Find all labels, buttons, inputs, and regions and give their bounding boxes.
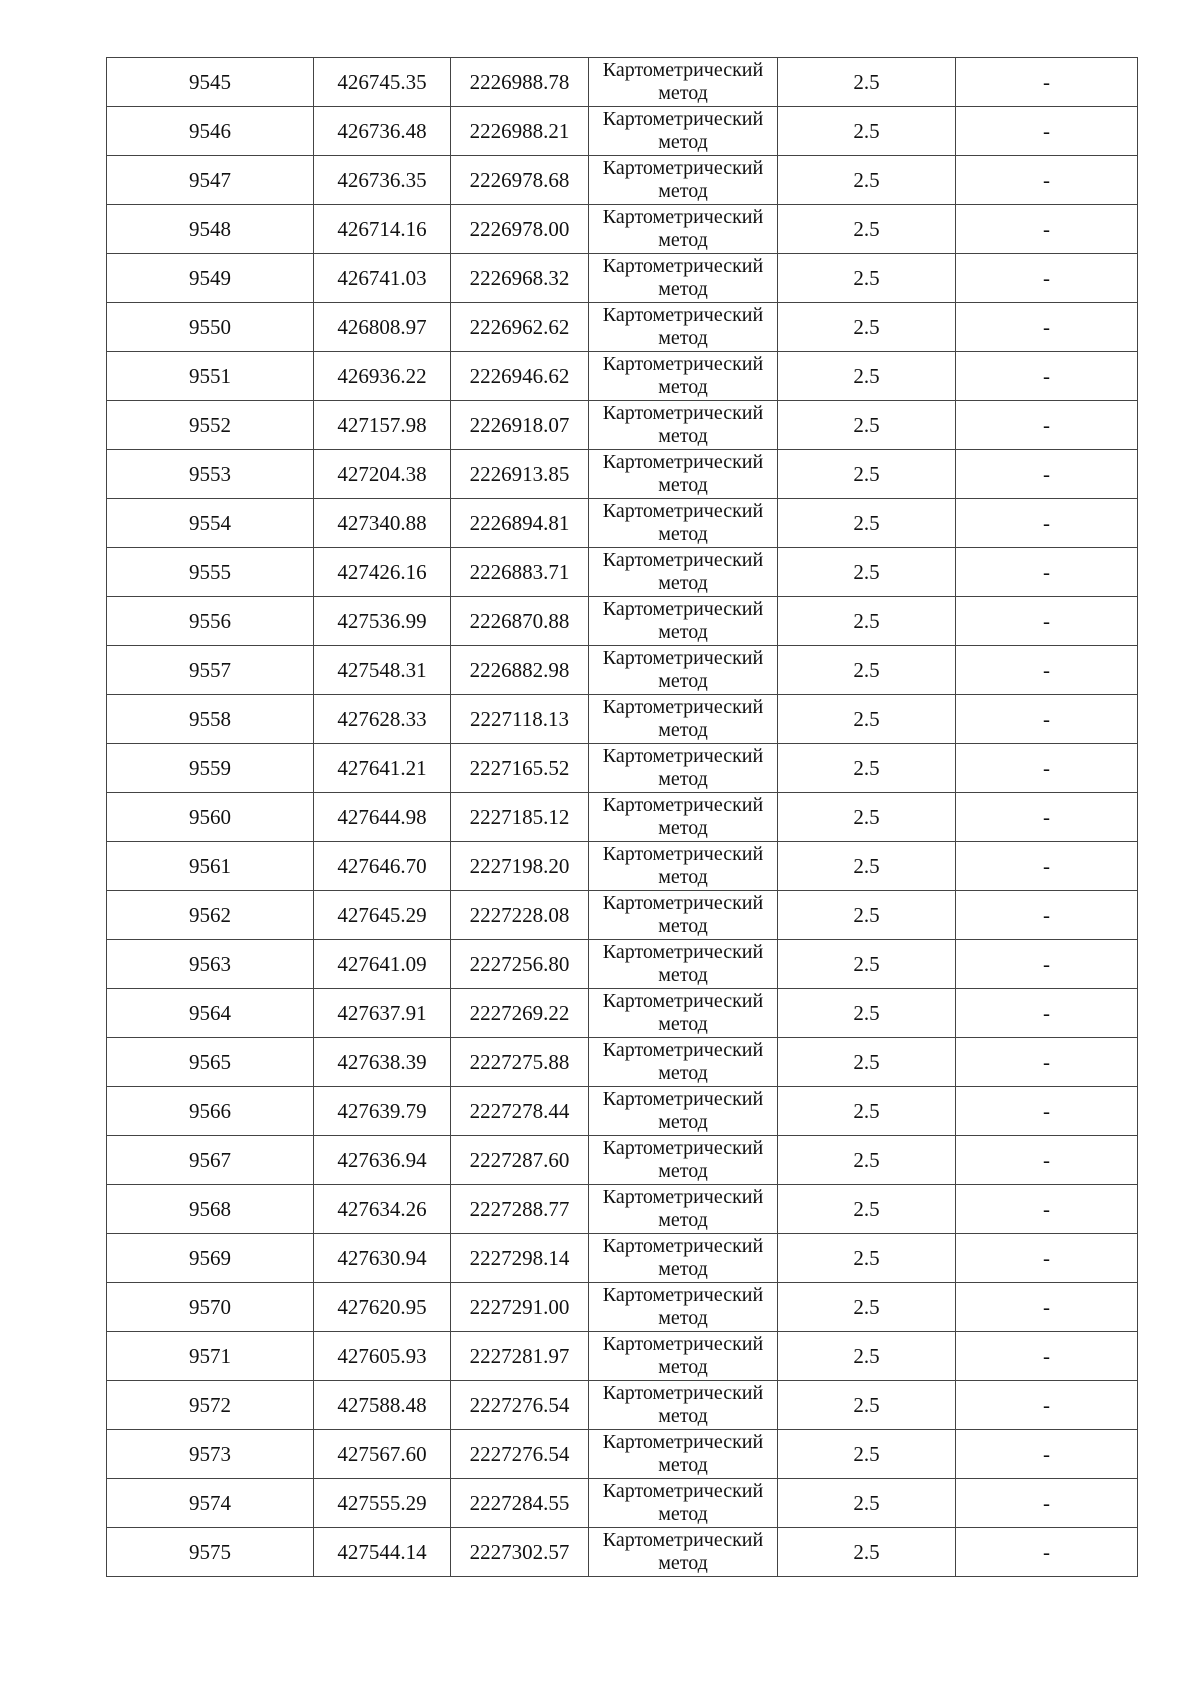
accuracy-cell: 2.5	[778, 548, 956, 597]
table-row	[107, 940, 1138, 989]
table-row	[107, 303, 1138, 352]
x-coordinate-cell: 426736.48	[314, 107, 451, 156]
y-coordinate-cell: 2227298.14	[451, 1234, 589, 1283]
accuracy-cell: 2.5	[778, 401, 956, 450]
method-cell	[589, 1087, 778, 1136]
y-coordinate-cell: 2227276.54	[451, 1381, 589, 1430]
note-cell: -	[956, 205, 1138, 254]
x-coordinate-cell: 427204.38	[314, 450, 451, 499]
method-cell	[589, 352, 778, 401]
accuracy-cell: 2.5	[778, 989, 956, 1038]
table-row	[107, 548, 1138, 597]
x-coordinate-cell: 427628.33	[314, 695, 451, 744]
table-row	[107, 254, 1138, 303]
x-coordinate-cell: 427544.14	[314, 1528, 451, 1577]
method-cell	[589, 989, 778, 1038]
method-text: Картометрический метод	[602, 206, 764, 251]
method-cell	[589, 940, 778, 989]
table-row	[107, 1234, 1138, 1283]
accuracy-cell: 2.5	[778, 1185, 956, 1234]
method-text: Картометрический метод	[602, 500, 764, 545]
y-coordinate-cell: 2226968.32	[451, 254, 589, 303]
table-row	[107, 352, 1138, 401]
table-row	[107, 1136, 1138, 1185]
method-text: Картометрический метод	[602, 794, 764, 839]
y-coordinate-cell: 2227228.08	[451, 891, 589, 940]
method-text: Картометрический метод	[602, 451, 764, 496]
method-cell	[589, 744, 778, 793]
accuracy-cell: 2.5	[778, 205, 956, 254]
method-cell	[589, 1479, 778, 1528]
method-cell	[589, 1381, 778, 1430]
point-number-cell: 9564	[107, 989, 314, 1038]
note-cell: -	[956, 58, 1138, 107]
point-number-cell: 9556	[107, 597, 314, 646]
table-row	[107, 205, 1138, 254]
y-coordinate-cell: 2226988.21	[451, 107, 589, 156]
x-coordinate-cell: 427636.94	[314, 1136, 451, 1185]
method-cell	[589, 58, 778, 107]
note-cell: -	[956, 1087, 1138, 1136]
y-coordinate-cell: 2227284.55	[451, 1479, 589, 1528]
x-coordinate-cell: 427588.48	[314, 1381, 451, 1430]
accuracy-cell: 2.5	[778, 254, 956, 303]
note-cell: -	[956, 107, 1138, 156]
method-text: Картометрический метод	[602, 696, 764, 741]
x-coordinate-cell: 426808.97	[314, 303, 451, 352]
x-coordinate-cell: 426714.16	[314, 205, 451, 254]
note-cell: -	[956, 891, 1138, 940]
x-coordinate-cell: 427620.95	[314, 1283, 451, 1332]
accuracy-cell: 2.5	[778, 1136, 956, 1185]
y-coordinate-cell: 2226988.78	[451, 58, 589, 107]
method-cell	[589, 303, 778, 352]
note-cell: -	[956, 695, 1138, 744]
method-cell	[589, 1136, 778, 1185]
method-cell	[589, 1332, 778, 1381]
y-coordinate-cell: 2226918.07	[451, 401, 589, 450]
y-coordinate-cell: 2227276.54	[451, 1430, 589, 1479]
point-number-cell: 9572	[107, 1381, 314, 1430]
accuracy-cell: 2.5	[778, 1479, 956, 1528]
y-coordinate-cell: 2226870.88	[451, 597, 589, 646]
x-coordinate-cell: 427638.39	[314, 1038, 451, 1087]
x-coordinate-cell: 426741.03	[314, 254, 451, 303]
point-number-cell: 9546	[107, 107, 314, 156]
method-text: Картометрический метод	[602, 598, 764, 643]
x-coordinate-cell: 427605.93	[314, 1332, 451, 1381]
point-number-cell: 9547	[107, 156, 314, 205]
y-coordinate-cell: 2227275.88	[451, 1038, 589, 1087]
accuracy-cell: 2.5	[778, 450, 956, 499]
method-cell	[589, 1234, 778, 1283]
point-number-cell: 9575	[107, 1528, 314, 1577]
x-coordinate-cell: 427637.91	[314, 989, 451, 1038]
method-text: Картометрический метод	[602, 157, 764, 202]
x-coordinate-cell: 427634.26	[314, 1185, 451, 1234]
y-coordinate-cell: 2227185.12	[451, 793, 589, 842]
method-cell	[589, 254, 778, 303]
method-text: Картометрический метод	[602, 1235, 764, 1280]
point-number-cell: 9565	[107, 1038, 314, 1087]
note-cell: -	[956, 1430, 1138, 1479]
method-text: Картометрический метод	[602, 59, 764, 104]
table-row	[107, 107, 1138, 156]
accuracy-cell: 2.5	[778, 842, 956, 891]
point-number-cell: 9552	[107, 401, 314, 450]
table-row	[107, 401, 1138, 450]
method-text: Картометрический метод	[602, 1137, 764, 1182]
method-cell	[589, 1283, 778, 1332]
point-number-cell: 9557	[107, 646, 314, 695]
accuracy-cell: 2.5	[778, 58, 956, 107]
note-cell: -	[956, 156, 1138, 205]
y-coordinate-cell: 2227165.52	[451, 744, 589, 793]
note-cell: -	[956, 646, 1138, 695]
method-text: Картометрический метод	[602, 255, 764, 300]
accuracy-cell: 2.5	[778, 940, 956, 989]
point-number-cell: 9570	[107, 1283, 314, 1332]
point-number-cell: 9551	[107, 352, 314, 401]
note-cell: -	[956, 842, 1138, 891]
accuracy-cell: 2.5	[778, 646, 956, 695]
note-cell: -	[956, 989, 1138, 1038]
method-text: Картометрический метод	[602, 941, 764, 986]
method-text: Картометрический метод	[602, 1382, 764, 1427]
table-row	[107, 1528, 1138, 1577]
point-number-cell: 9553	[107, 450, 314, 499]
accuracy-cell: 2.5	[778, 303, 956, 352]
note-cell: -	[956, 352, 1138, 401]
point-number-cell: 9550	[107, 303, 314, 352]
point-number-cell: 9555	[107, 548, 314, 597]
method-text: Картометрический метод	[602, 353, 764, 398]
point-number-cell: 9554	[107, 499, 314, 548]
note-cell: -	[956, 548, 1138, 597]
method-cell	[589, 1185, 778, 1234]
point-number-cell: 9571	[107, 1332, 314, 1381]
table-row	[107, 1185, 1138, 1234]
point-number-cell: 9548	[107, 205, 314, 254]
note-cell: -	[956, 793, 1138, 842]
accuracy-cell: 2.5	[778, 107, 956, 156]
method-cell	[589, 1430, 778, 1479]
table-row	[107, 744, 1138, 793]
point-number-cell: 9563	[107, 940, 314, 989]
method-cell	[589, 205, 778, 254]
method-text: Картометрический метод	[602, 745, 764, 790]
method-text: Картометрический метод	[602, 1529, 764, 1574]
note-cell: -	[956, 1528, 1138, 1577]
point-number-cell: 9574	[107, 1479, 314, 1528]
x-coordinate-cell: 427340.88	[314, 499, 451, 548]
point-number-cell: 9569	[107, 1234, 314, 1283]
note-cell: -	[956, 401, 1138, 450]
x-coordinate-cell: 427641.09	[314, 940, 451, 989]
method-text: Картометрический метод	[602, 990, 764, 1035]
note-cell: -	[956, 597, 1138, 646]
accuracy-cell: 2.5	[778, 1430, 956, 1479]
y-coordinate-cell: 2227291.00	[451, 1283, 589, 1332]
table-row	[107, 842, 1138, 891]
table-row	[107, 58, 1138, 107]
accuracy-cell: 2.5	[778, 1087, 956, 1136]
table-row	[107, 793, 1138, 842]
y-coordinate-cell: 2227288.77	[451, 1185, 589, 1234]
note-cell: -	[956, 303, 1138, 352]
table-row	[107, 1087, 1138, 1136]
x-coordinate-cell: 427567.60	[314, 1430, 451, 1479]
note-cell: -	[956, 254, 1138, 303]
table-row	[107, 1038, 1138, 1087]
accuracy-cell: 2.5	[778, 1332, 956, 1381]
x-coordinate-cell: 427641.21	[314, 744, 451, 793]
x-coordinate-cell: 427644.98	[314, 793, 451, 842]
accuracy-cell: 2.5	[778, 793, 956, 842]
method-text: Картометрический метод	[602, 1284, 764, 1329]
accuracy-cell: 2.5	[778, 891, 956, 940]
point-number-cell: 9559	[107, 744, 314, 793]
x-coordinate-cell: 427646.70	[314, 842, 451, 891]
point-number-cell: 9549	[107, 254, 314, 303]
note-cell: -	[956, 1038, 1138, 1087]
table-row	[107, 499, 1138, 548]
note-cell: -	[956, 450, 1138, 499]
x-coordinate-cell: 427548.31	[314, 646, 451, 695]
coordinates-table	[106, 57, 1138, 1577]
y-coordinate-cell: 2227256.80	[451, 940, 589, 989]
y-coordinate-cell: 2227278.44	[451, 1087, 589, 1136]
point-number-cell: 9558	[107, 695, 314, 744]
y-coordinate-cell: 2226978.68	[451, 156, 589, 205]
y-coordinate-cell: 2226882.98	[451, 646, 589, 695]
y-coordinate-cell: 2227281.97	[451, 1332, 589, 1381]
point-number-cell: 9561	[107, 842, 314, 891]
method-cell	[589, 499, 778, 548]
note-cell: -	[956, 744, 1138, 793]
x-coordinate-cell: 427645.29	[314, 891, 451, 940]
point-number-cell: 9568	[107, 1185, 314, 1234]
method-cell	[589, 450, 778, 499]
x-coordinate-cell: 427630.94	[314, 1234, 451, 1283]
point-number-cell: 9566	[107, 1087, 314, 1136]
table-row	[107, 646, 1138, 695]
method-cell	[589, 107, 778, 156]
accuracy-cell: 2.5	[778, 1234, 956, 1283]
method-text: Картометрический метод	[602, 108, 764, 153]
y-coordinate-cell: 2227269.22	[451, 989, 589, 1038]
table-row	[107, 989, 1138, 1038]
y-coordinate-cell: 2226962.62	[451, 303, 589, 352]
note-cell: -	[956, 499, 1138, 548]
method-text: Картометрический метод	[602, 1186, 764, 1231]
accuracy-cell: 2.5	[778, 1038, 956, 1087]
accuracy-cell: 2.5	[778, 597, 956, 646]
accuracy-cell: 2.5	[778, 744, 956, 793]
method-cell	[589, 646, 778, 695]
method-cell	[589, 891, 778, 940]
note-cell: -	[956, 1136, 1138, 1185]
y-coordinate-cell: 2226913.85	[451, 450, 589, 499]
x-coordinate-cell: 426936.22	[314, 352, 451, 401]
y-coordinate-cell: 2226978.00	[451, 205, 589, 254]
method-cell	[589, 695, 778, 744]
method-text: Картометрический метод	[602, 304, 764, 349]
method-text: Картометрический метод	[602, 402, 764, 447]
method-text: Картометрический метод	[602, 647, 764, 692]
method-cell	[589, 597, 778, 646]
table-row	[107, 891, 1138, 940]
method-cell	[589, 401, 778, 450]
table-row	[107, 597, 1138, 646]
point-number-cell: 9562	[107, 891, 314, 940]
point-number-cell: 9567	[107, 1136, 314, 1185]
accuracy-cell: 2.5	[778, 499, 956, 548]
note-cell: -	[956, 1185, 1138, 1234]
note-cell: -	[956, 1234, 1138, 1283]
note-cell: -	[956, 1332, 1138, 1381]
accuracy-cell: 2.5	[778, 352, 956, 401]
accuracy-cell: 2.5	[778, 695, 956, 744]
method-cell	[589, 793, 778, 842]
point-number-cell: 9560	[107, 793, 314, 842]
y-coordinate-cell: 2226946.62	[451, 352, 589, 401]
method-text: Картометрический метод	[602, 1333, 764, 1378]
table-row	[107, 1332, 1138, 1381]
y-coordinate-cell: 2227118.13	[451, 695, 589, 744]
method-text: Картометрический метод	[602, 1480, 764, 1525]
method-cell	[589, 156, 778, 205]
table-row	[107, 1430, 1138, 1479]
note-cell: -	[956, 1381, 1138, 1430]
table-row	[107, 1283, 1138, 1332]
table-row	[107, 156, 1138, 205]
accuracy-cell: 2.5	[778, 156, 956, 205]
method-cell	[589, 842, 778, 891]
note-cell: -	[956, 1479, 1138, 1528]
method-text: Картометрический метод	[602, 1088, 764, 1133]
point-number-cell: 9573	[107, 1430, 314, 1479]
method-text: Картометрический метод	[602, 843, 764, 888]
accuracy-cell: 2.5	[778, 1381, 956, 1430]
table-row	[107, 450, 1138, 499]
method-text: Картометрический метод	[602, 1431, 764, 1476]
x-coordinate-cell: 426745.35	[314, 58, 451, 107]
point-number-cell: 9545	[107, 58, 314, 107]
y-coordinate-cell: 2227302.57	[451, 1528, 589, 1577]
y-coordinate-cell: 2226894.81	[451, 499, 589, 548]
method-cell	[589, 548, 778, 597]
x-coordinate-cell: 426736.35	[314, 156, 451, 205]
y-coordinate-cell: 2226883.71	[451, 548, 589, 597]
method-cell	[589, 1038, 778, 1087]
table-row	[107, 1381, 1138, 1430]
x-coordinate-cell: 427639.79	[314, 1087, 451, 1136]
y-coordinate-cell: 2227287.60	[451, 1136, 589, 1185]
x-coordinate-cell: 427157.98	[314, 401, 451, 450]
x-coordinate-cell: 427536.99	[314, 597, 451, 646]
accuracy-cell: 2.5	[778, 1528, 956, 1577]
method-text: Картометрический метод	[602, 549, 764, 594]
x-coordinate-cell: 427555.29	[314, 1479, 451, 1528]
coordinates-table-body	[107, 58, 1138, 1577]
note-cell: -	[956, 1283, 1138, 1332]
method-text: Картометрический метод	[602, 1039, 764, 1084]
table-row	[107, 1479, 1138, 1528]
method-text: Картометрический метод	[602, 892, 764, 937]
method-cell	[589, 1528, 778, 1577]
table-row	[107, 695, 1138, 744]
note-cell: -	[956, 940, 1138, 989]
accuracy-cell: 2.5	[778, 1283, 956, 1332]
y-coordinate-cell: 2227198.20	[451, 842, 589, 891]
x-coordinate-cell: 427426.16	[314, 548, 451, 597]
